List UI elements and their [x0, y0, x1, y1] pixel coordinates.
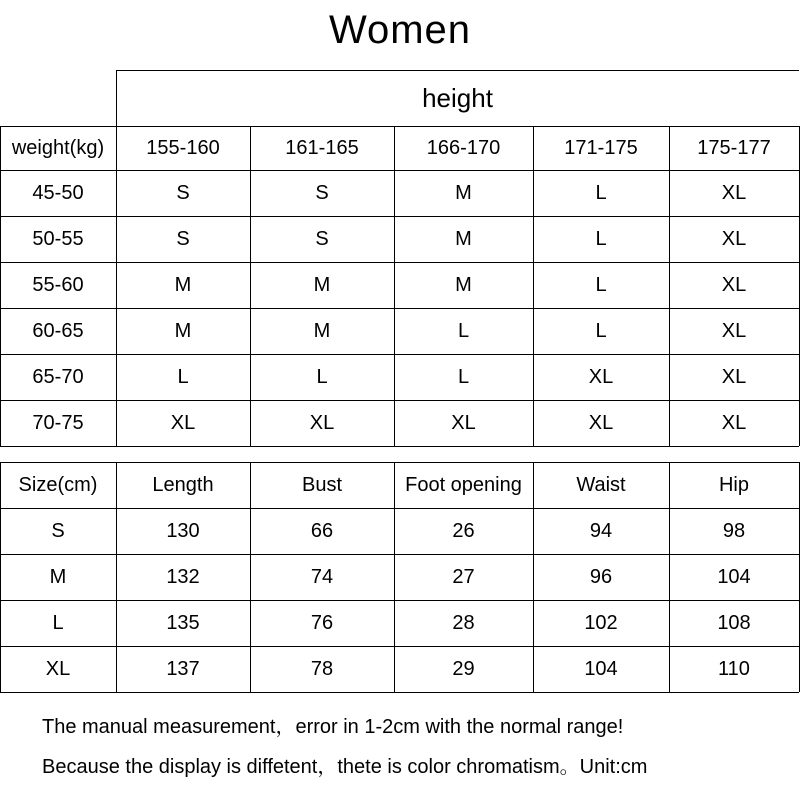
- size-cell: L: [457, 319, 470, 342]
- size-cell: M: [455, 273, 472, 296]
- height-range-header: 161-165: [285, 136, 359, 159]
- size-cell: L: [595, 273, 607, 296]
- weight-range-cell: 50-55: [32, 227, 84, 250]
- size-cell: M: [174, 319, 192, 342]
- size-cell: XL: [721, 181, 747, 204]
- size-label-cell: M: [49, 565, 67, 588]
- measurement-cell: 78: [310, 657, 334, 680]
- size-cell: L: [177, 365, 189, 388]
- measurement-header: Waist: [576, 473, 626, 496]
- measurement-cell: 66: [310, 519, 334, 542]
- note-color-chromatism: Because the display is diffetent，thete is color chromatism。Unit:cm: [42, 756, 648, 778]
- size-cell: M: [313, 273, 331, 296]
- measurement-header: Length: [152, 473, 214, 496]
- size-cell: XL: [721, 227, 747, 250]
- measurement-cell: 108: [717, 611, 751, 634]
- measurement-cell: 94: [589, 519, 613, 542]
- measurement-cell: 102: [584, 611, 618, 634]
- size-cell: XL: [721, 411, 747, 434]
- measurement-cell: 29: [452, 657, 475, 680]
- measurement-cell: 132: [166, 565, 200, 588]
- measurement-cell: 26: [452, 519, 475, 542]
- grid-line: [0, 446, 799, 447]
- height-range-header: 171-175: [564, 136, 638, 159]
- size-cell: XL: [588, 411, 614, 434]
- size-cell: L: [595, 319, 607, 342]
- size-cell: S: [176, 227, 190, 250]
- weight-range-cell: 55-60: [32, 273, 84, 296]
- measurement-cell: 135: [166, 611, 200, 634]
- measurement-cell: 28: [452, 611, 475, 634]
- size-cell: S: [315, 227, 329, 250]
- size-cell: L: [457, 365, 470, 388]
- weight-range-cell: 70-75: [32, 411, 84, 434]
- size-cell: M: [455, 181, 472, 204]
- size-label-cell: S: [51, 519, 65, 542]
- weight-range-cell: 45-50: [32, 181, 84, 204]
- size-cell: XL: [721, 319, 747, 342]
- measurement-header: Foot opening: [405, 473, 522, 496]
- size-cell: XL: [451, 411, 476, 434]
- measurement-cell: 74: [310, 565, 334, 588]
- measurement-cell: 104: [717, 565, 751, 588]
- measurement-cell: 96: [589, 565, 613, 588]
- measurement-cell: 130: [166, 519, 200, 542]
- size-label-cell: XL: [45, 657, 71, 680]
- measurement-header: Size(cm): [18, 473, 98, 496]
- size-cell: XL: [588, 365, 614, 388]
- note-measurement-error: The manual measurement，error in 1-2cm with the normal range!: [42, 716, 624, 738]
- size-cell: XL: [170, 411, 196, 434]
- measurement-cell: 104: [584, 657, 618, 680]
- size-label-cell: L: [52, 611, 64, 634]
- size-cell: L: [595, 227, 607, 250]
- measurement-cell: 98: [722, 519, 746, 542]
- size-cell: XL: [721, 273, 747, 296]
- measurement-header: Bust: [301, 473, 343, 496]
- weight-range-cell: 60-65: [32, 319, 84, 342]
- weight-range-cell: 65-70: [32, 365, 84, 388]
- page-title: Women: [328, 8, 472, 52]
- height-range-header: 155-160: [146, 136, 220, 159]
- size-cell: S: [176, 181, 190, 204]
- measurement-cell: 137: [166, 657, 200, 680]
- size-cell: XL: [309, 411, 335, 434]
- height-header: height: [422, 82, 493, 113]
- weight-header: weight(kg): [11, 136, 105, 159]
- measurement-header: Hip: [718, 473, 749, 496]
- size-cell: L: [316, 365, 328, 388]
- size-cell: S: [315, 181, 329, 204]
- height-range-header: 175-177: [697, 136, 771, 159]
- grid-line: [0, 692, 799, 693]
- size-cell: L: [595, 181, 607, 204]
- measurement-cell: 76: [310, 611, 334, 634]
- measurement-cell: 27: [452, 565, 475, 588]
- size-cell: M: [174, 273, 192, 296]
- measurement-cell: 110: [718, 657, 750, 680]
- height-range-header: 166-170: [426, 136, 501, 159]
- size-cell: M: [455, 227, 472, 250]
- size-cell: XL: [721, 365, 747, 388]
- size-cell: M: [313, 319, 331, 342]
